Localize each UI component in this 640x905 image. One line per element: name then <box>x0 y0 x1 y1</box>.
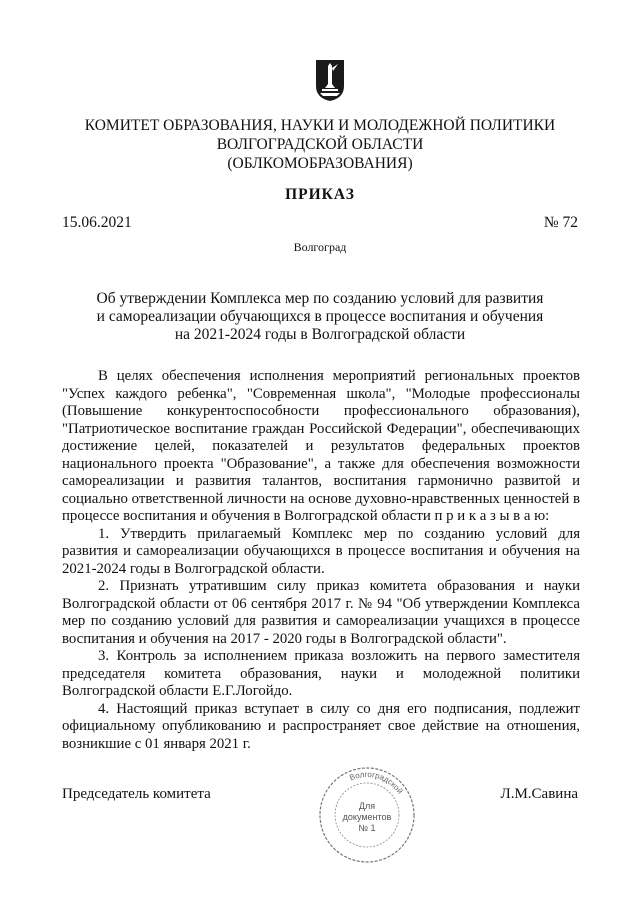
document-title: ПРИКАЗ <box>285 186 355 203</box>
header-line-2: ВОЛГОГРАДСКОЙ ОБЛАСТИ <box>216 136 424 153</box>
coat-of-arms-icon <box>314 58 346 102</box>
order-item-4: 4. Настоящий приказ вступает в силу со дня его подписания, подлежит официальному опубликованию и распространяет свое действие на отношения, возникшие с 01 января 2021 г. <box>62 700 580 752</box>
subject-line-2: и самореализации обучающихся в процессе воспитания и обучения <box>96 308 544 325</box>
stamp-line-2: документов <box>342 812 392 822</box>
svg-text:Волгоградской <box>348 770 404 796</box>
signatory-position: Председатель комитета <box>62 786 211 802</box>
document-date: 15.06.2021 <box>62 214 132 231</box>
order-item-3: 3. Контроль за исполнением приказа возложить на первого заместителя председателя комитета образования, науки и молодежной политики Волгоградской области Е.Г.Логойдо. <box>62 648 580 699</box>
header-line-3: (ОБЛКОМОБРАЗОВАНИЯ) <box>227 155 413 172</box>
order-item-2: 2. Признать утратившим силу приказ комитета образования и науки Волгоградской области от 06 сентября 2017 г. № 94 "Об утверждении Комплекса мер по созданию условий для развития и самореализации учащихся в процессе воспитания и обучения на 2017 - 2020 годы в Волгоградской области". <box>62 578 580 647</box>
preamble-paragraph: В целях обеспечения исполнения мероприятий региональных проектов "Успех каждого ребенка", "Современная школа", "Молодые профессионалы (Повышение конкурентоспособности профессионального образования), "Патриотическое воспитание граждан Российской Федерации", обеспечивающих достижение целей, показателей и результатов федеральных проектов национального проекта "Образование", а также для обеспечения возможности самореализации и развития талантов, воспитания гармонично развитой и социально ответственной личности на основе духовно-нравственных ценностей в процессе воспитания и обучения в Волгоградской области п р и к а з ы в а ю: <box>62 368 580 524</box>
subject-line-1: Об утверждении Комплекса мер по созданию условий для развития <box>96 290 544 307</box>
stamp-line-3: № 1 <box>358 823 376 833</box>
document-subject <box>60 290 580 344</box>
document-number: № 72 <box>543 214 578 231</box>
document-body <box>62 368 580 753</box>
stamp-line-1: Для <box>358 801 376 811</box>
subject-line-3: на 2021-2024 годы в Волгоградской области <box>174 326 466 343</box>
header-line-1: КОМИТЕТ ОБРАЗОВАНИЯ, НАУКИ И МОЛОДЕЖНОЙ ПОЛИТИКИ <box>84 117 556 134</box>
document-city: Волгоград <box>293 240 347 254</box>
organization-header <box>40 116 600 173</box>
signatory-name: Л.М.Савина <box>500 786 578 802</box>
stamp-ring-text: Волгоградской <box>348 769 405 796</box>
order-item-1: 1. Утвердить прилагаемый Комплекс мер по созданию условий для развития и самореализации обучающихся в процессе воспитания и обучения на 2021-2024 годы в Волгоградской области. <box>62 525 580 577</box>
